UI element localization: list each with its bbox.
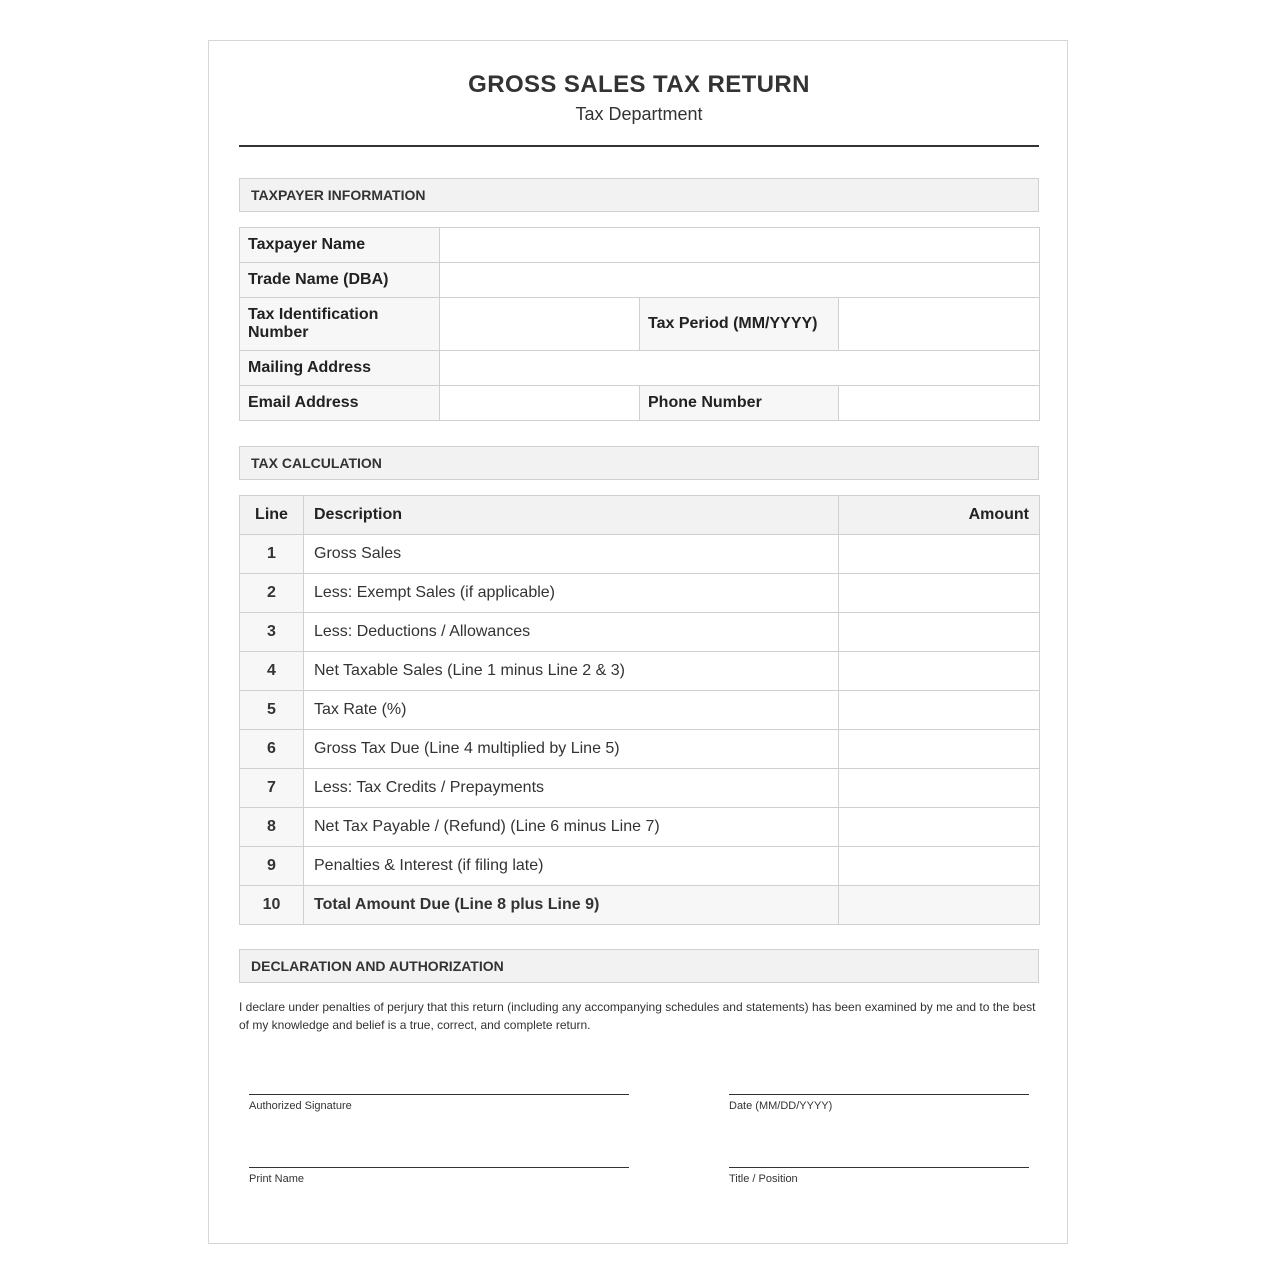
table-row (240, 652, 1040, 691)
line-description: Total Amount Due (Line 8 plus Line 9) (304, 886, 839, 925)
line-description: Tax Rate (%) (304, 691, 839, 730)
tin-label: Tax Identification Number (240, 298, 440, 351)
table-row (240, 574, 1040, 613)
line-description: Net Taxable Sales (Line 1 minus Line 2 & 3) (304, 652, 839, 691)
line-number: 3 (240, 613, 304, 652)
table-row (240, 769, 1040, 808)
line-description: Gross Sales (304, 535, 839, 574)
title-position-line[interactable] (729, 1167, 1029, 1168)
print-name-line[interactable] (249, 1167, 629, 1168)
taxpayer-name-row (240, 228, 1040, 263)
phone-field[interactable] (839, 386, 1040, 421)
form-subtitle: Tax Department (575, 104, 703, 124)
total-row (240, 886, 1040, 925)
table-row (240, 847, 1040, 886)
mailing-address-row (240, 351, 1040, 386)
phone-label: Phone Number (640, 386, 839, 421)
title-position-label: Title / Position (729, 1173, 798, 1185)
email-field[interactable] (440, 386, 640, 421)
trade-name-row (240, 263, 1040, 298)
print-name-label: Print Name (249, 1173, 305, 1185)
tax-period-field[interactable] (839, 298, 1040, 351)
taxpayer-name-field[interactable] (440, 228, 1040, 263)
line-amount-field[interactable] (839, 574, 1040, 613)
tin-field[interactable] (440, 298, 640, 351)
tax-period-label: Tax Period (MM/YYYY) (640, 298, 839, 351)
date-label: Date (MM/DD/YYYY) (729, 1100, 833, 1112)
line-amount-field[interactable] (839, 652, 1040, 691)
line-number: 9 (240, 847, 304, 886)
taxpayer-section-heading: TAXPAYER INFORMATION (239, 178, 1039, 212)
mailing-address-field[interactable] (440, 351, 1040, 386)
line-amount-field[interactable] (839, 613, 1040, 652)
calculation-header-row (240, 496, 1040, 535)
line-description: Penalties & Interest (if filing late) (304, 847, 839, 886)
table-row (240, 535, 1040, 574)
table-row (240, 613, 1040, 652)
line-number: 7 (240, 769, 304, 808)
trade-name-label: Trade Name (DBA) (240, 263, 440, 298)
column-header-line: Line (240, 496, 304, 535)
line-amount-field[interactable] (839, 730, 1040, 769)
line-description: Less: Tax Credits / Prepayments (304, 769, 839, 808)
line-amount-field[interactable] (839, 535, 1040, 574)
tax-return-form (208, 40, 1068, 1244)
tax-calculation-table (239, 495, 1040, 925)
email-phone-row (240, 386, 1040, 421)
authorized-signature-line[interactable] (249, 1094, 629, 1095)
column-header-description: Description (304, 496, 839, 535)
line-number: 5 (240, 691, 304, 730)
line-number: 4 (240, 652, 304, 691)
line-amount-field[interactable] (839, 847, 1040, 886)
line-number: 6 (240, 730, 304, 769)
declaration-text: I declare under penalties of perjury that this return (including any accompanying schedules and statements) has been examined by me and to the best of my knowledge and belief is a true, correct, and complete return. (239, 1000, 1036, 1032)
mailing-address-label: Mailing Address (240, 351, 440, 386)
line-description: Net Tax Payable / (Refund) (Line 6 minus Line 7) (304, 808, 839, 847)
table-row (240, 691, 1040, 730)
trade-name-field[interactable] (440, 263, 1040, 298)
header-divider (239, 145, 1039, 147)
taxpayer-info-table (239, 227, 1040, 421)
table-row (240, 808, 1040, 847)
total-amount-field[interactable] (839, 886, 1040, 925)
line-amount-field[interactable] (839, 769, 1040, 808)
line-number: 8 (240, 808, 304, 847)
taxpayer-name-label: Taxpayer Name (240, 228, 440, 263)
column-header-amount: Amount (839, 496, 1040, 535)
tin-row (240, 298, 1040, 351)
calculation-section-heading: TAX CALCULATION (239, 446, 1039, 480)
authorized-signature-label: Authorized Signature (249, 1100, 352, 1112)
line-description: Less: Deductions / Allowances (304, 613, 839, 652)
email-label: Email Address (240, 386, 440, 421)
table-row (240, 730, 1040, 769)
line-number: 2 (240, 574, 304, 613)
line-amount-field[interactable] (839, 691, 1040, 730)
form-title: GROSS SALES TAX RETURN (468, 71, 810, 98)
line-number: 1 (240, 535, 304, 574)
date-line[interactable] (729, 1094, 1029, 1095)
line-description: Gross Tax Due (Line 4 multiplied by Line 5) (304, 730, 839, 769)
declaration-section-heading: DECLARATION AND AUTHORIZATION (239, 949, 1039, 983)
line-number: 10 (240, 886, 304, 925)
line-amount-field[interactable] (839, 808, 1040, 847)
line-description: Less: Exempt Sales (if applicable) (304, 574, 839, 613)
